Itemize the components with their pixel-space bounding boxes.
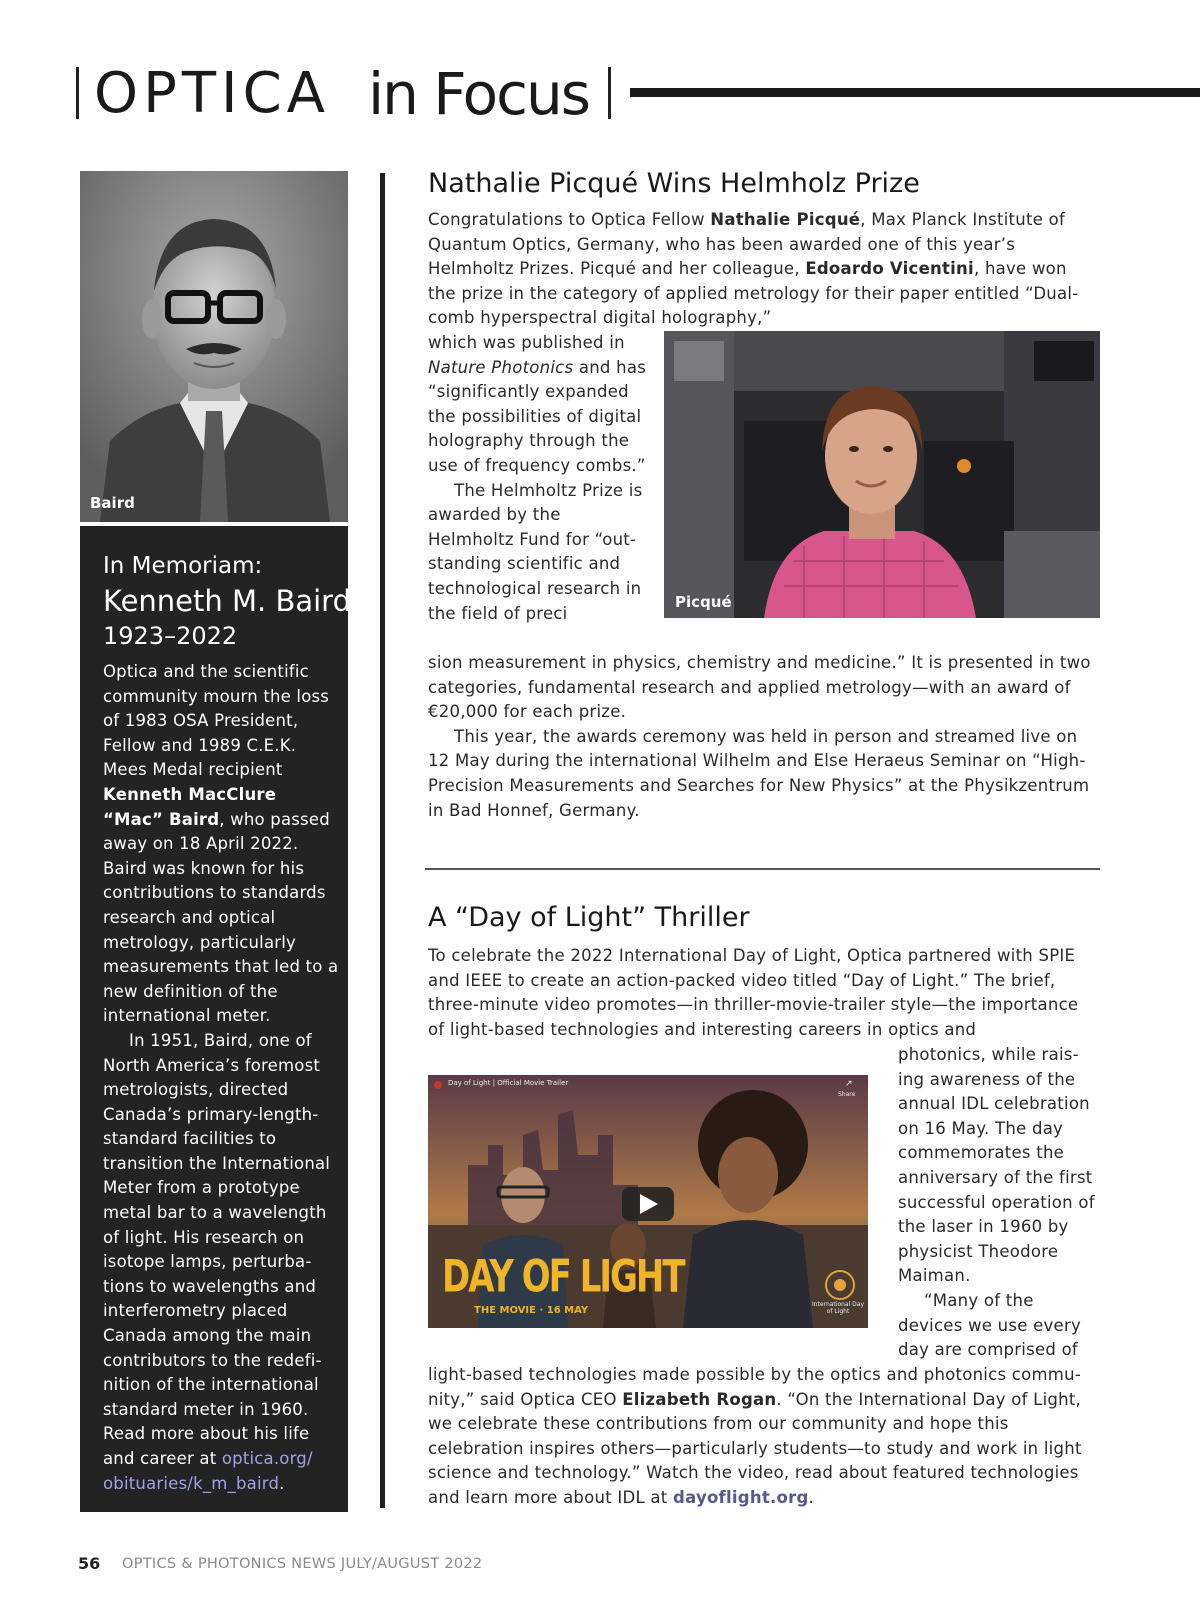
column-divider xyxy=(380,173,385,1508)
masthead-divider-left xyxy=(76,67,79,119)
article1-text: which was published in xyxy=(428,333,625,352)
article2-wrap-column xyxy=(898,1043,1098,1363)
poster-title: DAY OF LIGHT xyxy=(442,1251,684,1303)
article1-wrap-column xyxy=(428,331,648,626)
memoriam-text: , who passed away on 18 April 2022. Baird was known for his contributions to standards research and optical metrology, particularly measurements that led to a new definition of the international meter. xyxy=(103,809,339,1026)
article1-para-continued: sion measurement in physics, chemistry and medicine.” It is presented in two categories, fundamental research and applied metrology—with an award of €20,000 for each prize. xyxy=(428,653,1091,722)
picque-photo-illustration xyxy=(664,331,1100,618)
memoriam-name-bold: Kenneth MacClure “Mac” Baird xyxy=(103,784,277,829)
journal-name: Nature Photonics xyxy=(428,357,574,377)
share-label[interactable]: Share xyxy=(838,1091,856,1098)
masthead-title: in Focus xyxy=(368,60,589,128)
article2-intro: To celebrate the 2022 International Day of Light, Optica partnered with SPIE and IEEE to create an action-packed video titled “Day of Light.” The brief, three-minute video promotes—in thriller-movie-trailer style—the importance of light-based technologies and interesting careers in optics and xyxy=(428,946,1079,1039)
obituary-link[interactable]: optica.org/ obituaries/k_m_baird xyxy=(103,1449,313,1493)
article-separator xyxy=(425,868,1100,870)
memoriam-text: In 1951, Baird, one of North America’s foremost metrologists, directed Canada’s primary-length-standard facilities to transition the International Meter from a prototype metal bar to a wavelength of light. His research on isotope lamps, perturbations to wavelengths and interferometry placed Canada among the main contributors to the redefinition of the international standard meter in 1960. Read more about his life and career at xyxy=(103,1030,331,1468)
picque-name: Nathalie Picqué xyxy=(710,210,861,229)
optica-logo: OPTICA xyxy=(94,61,330,126)
vicentini-name: Edoardo Vicentini xyxy=(805,259,974,279)
article2-text: . “On the International Day of Light, we celebrate these contributions from our community and hope this celebration inspires others—particularly students—to study and work in light science and technology.” Watch the video, read about featured technologies and learn more about IDL at xyxy=(428,1389,1082,1507)
article2-wrap-para-2: “Many of the devices we use every day are comprised of xyxy=(898,1290,1081,1360)
picque-photo xyxy=(664,331,1100,618)
memoriam-text: Optica and the scientific community mourn the loss of 1983 OSA President, Fellow and 1989 C.E.K. Mees Medal recipient xyxy=(103,662,330,780)
memoriam-paragraph-1 xyxy=(103,660,339,1029)
baird-photo-caption: Baird xyxy=(90,494,135,512)
masthead-rule xyxy=(630,88,1200,97)
poster-subtitle: THE MOVIE · 16 MAY xyxy=(474,1305,589,1316)
article1-text: , have won the prize in the category of applied metrology for their paper entitled “Dual-comb hyperspectral digital holography,” xyxy=(428,259,1079,328)
dayoflight-link[interactable]: dayoflight.org xyxy=(673,1487,809,1507)
day-of-light-video[interactable] xyxy=(428,1075,868,1328)
memoriam-body xyxy=(103,660,339,1496)
memoriam-name: Kenneth M. Baird xyxy=(103,584,351,618)
publication-footer: OPTICS & PHOTONICS NEWS JULY/AUGUST 2022 xyxy=(122,1556,483,1572)
picque-photo-caption: Picqué xyxy=(675,593,732,611)
memoriam-text: . xyxy=(279,1473,285,1493)
article1-wrap-para-2: The Helmholtz Prize is awarded by the Helmholtz Fund for “outstanding scientific and technological research in the field of preci xyxy=(428,480,643,623)
article1-wrap-para-1 xyxy=(428,331,648,479)
channel-icon xyxy=(434,1081,442,1089)
article1-continued xyxy=(428,651,1098,823)
article1-text: Congratulations to Optica Fellow xyxy=(428,210,711,229)
article1-text: and has “significantly expanded the possibilities of digital holography through the use of frequency combs.” xyxy=(428,357,647,475)
rogan-name: Elizabeth Rogan xyxy=(622,1389,777,1409)
article1-intro xyxy=(428,208,1098,331)
article1-text: , Max Planck Institute of Quantum Optics, Germany, who has been awarded one of this year’s Helmholtz Prizes. Picqué and her colleague, xyxy=(428,210,1066,279)
article2-headline: A “Day of Light” Thriller xyxy=(428,902,750,933)
masthead-divider-right xyxy=(608,67,611,119)
share-icon[interactable]: ↗ xyxy=(845,1079,853,1089)
memoriam-kicker: In Memoriam: xyxy=(103,553,263,579)
article2-text: light-based technologies made possible by the optics and photonics community,” said Optica CEO xyxy=(428,1365,1081,1409)
article2-continued xyxy=(428,1363,1098,1511)
page-number: 56 xyxy=(78,1554,101,1573)
video-top-title: Day of Light | Official Movie Trailer xyxy=(448,1079,569,1087)
baird-portrait-illustration xyxy=(80,171,348,522)
memoriam-years: 1923–2022 xyxy=(103,622,238,650)
baird-portrait xyxy=(80,171,348,522)
idl-logo-text: International Day of Light xyxy=(811,1301,865,1315)
article2-text: . xyxy=(808,1487,815,1507)
article1-headline: Nathalie Picqué Wins Helmholz Prize xyxy=(428,168,920,199)
article2-wrap-para-1: photonics, while raising awareness of the annual IDL celebration on 16 May. The day commemorates the anniversary of the first successful operation of the laser in 1960 by physicist Theodore Maiman. xyxy=(898,1045,1095,1286)
memoriam-paragraph-2 xyxy=(103,1029,339,1496)
article1-para-ceremony: This year, the awards ceremony was held in person and streamed live on 12 May during the international Wilhelm and Else Heraeus Seminar on “High-Precision Measurements and Searches for New Physics” at the Physikzentrum in Bad Honnef, Germany. xyxy=(428,726,1090,820)
